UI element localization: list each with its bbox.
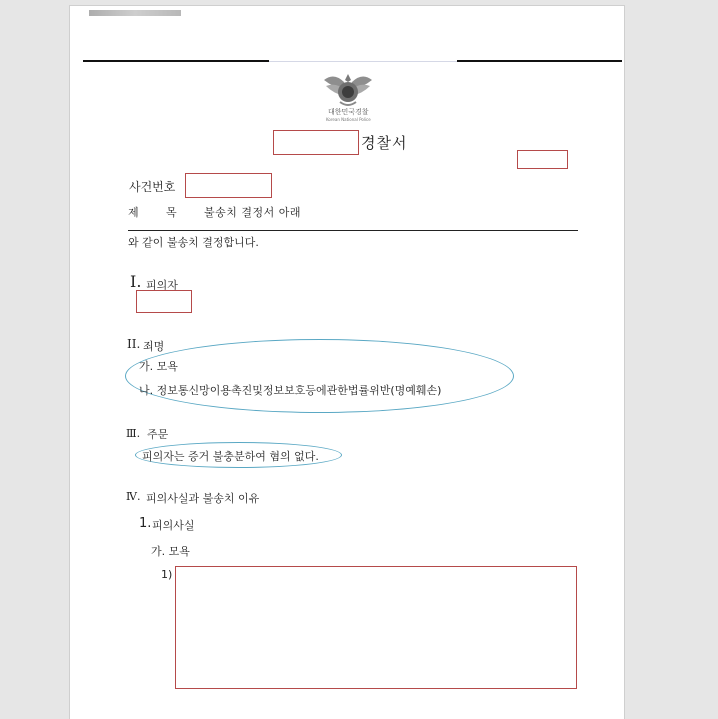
section-4-number: Ⅳ. <box>126 490 141 503</box>
header-rule-right <box>457 60 622 62</box>
section-1-label: 피의자 <box>146 279 178 292</box>
document-title-suffix: 경찰서 <box>361 134 408 152</box>
redacted-station-name <box>273 130 359 155</box>
section-1-number: I. <box>130 272 142 291</box>
charges-highlight-oval <box>125 339 514 413</box>
subject-label-2: 목 <box>166 206 177 219</box>
subject-value: 불송치 결정서 아래 <box>204 206 302 219</box>
case-number-label: 사건번호 <box>129 180 176 194</box>
redacted-suspect-name <box>136 290 192 313</box>
org-name: 대한민국경찰 <box>328 108 369 116</box>
document-page <box>69 5 625 719</box>
redacted-case-number <box>185 173 272 198</box>
police-emblem-icon <box>320 70 376 110</box>
subsection-1-item: 가. 모욕 <box>151 545 190 558</box>
subject-label-1: 제 <box>128 206 139 219</box>
decision-text: 와 같이 불송치 결정합니다. <box>128 236 259 249</box>
subject-underline <box>128 230 578 231</box>
redacted-date <box>517 150 568 169</box>
org-name-en: Korean National Police <box>326 117 371 122</box>
charge-a: 가. 모욕 <box>139 360 178 373</box>
header-rule-faded <box>269 61 457 62</box>
subsection-1-label: 피의사실 <box>152 519 195 532</box>
subsection-1-point: 1) <box>161 568 173 581</box>
redacted-facts-block <box>175 566 577 689</box>
section-3-number: Ⅲ. <box>126 427 141 440</box>
subsection-1-number: 1. <box>139 516 152 531</box>
section-3-label: 주문 <box>147 428 169 441</box>
section-4-label: 피의사실과 불송치 이유 <box>146 492 260 505</box>
section-2-label: 죄명 <box>143 340 165 353</box>
scan-smudge <box>89 10 181 16</box>
charge-b: 나. 정보통신망이용촉진및정보보호등에관한법률위반(명예훼손) <box>139 384 442 397</box>
order-text: 피의자는 증거 불충분하여 혐의 없다. <box>142 450 319 463</box>
header-rule-left <box>83 60 269 62</box>
section-2-number: II. <box>127 337 141 351</box>
